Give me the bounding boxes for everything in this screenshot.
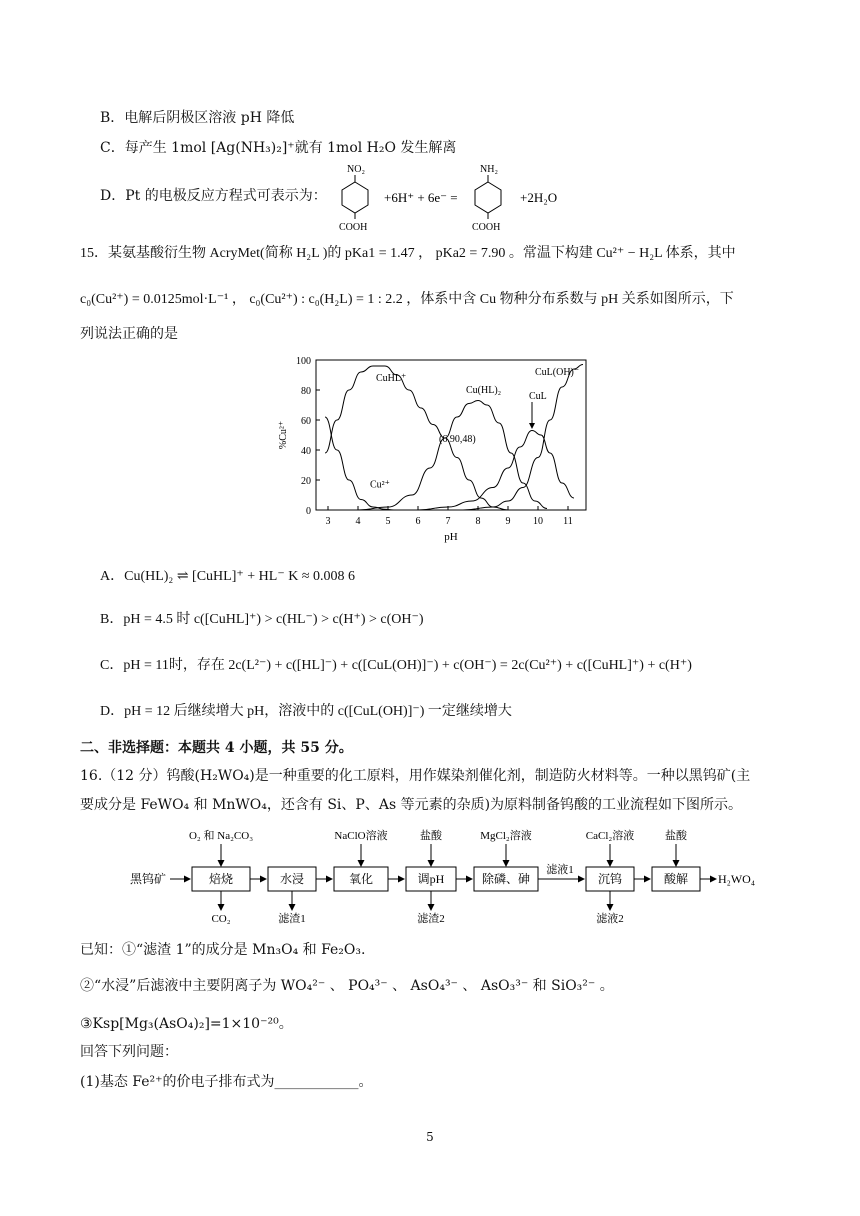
x-tick-label: 10: [533, 516, 543, 527]
q14-option-d-prefix: D．Pt 的电极反应方程式可表示为：: [100, 188, 327, 204]
q16-stem-line2: 要成分是 FeWO₄ 和 MnWO₄，还含有 Si、P、As 等元素的杂质)为原料制备钨酸的工业流程如下图所示。: [80, 797, 743, 813]
q15-stem-line2: c₀(Cu²⁺) = 0.0125mol·L⁻¹ ， c₀(Cu²⁺) : c₀(H₂L) = 1 : 2.2 ，体系中含 Cu 物种分布系数与 pH 关系如图所示，下: [80, 292, 734, 307]
flow-start-label: 黑钨矿: [130, 872, 167, 886]
q15-option-a: A．Cu(HL)₂ ⇌ [CuHL]⁺ + HL⁻ K ≈ 0.008 6: [100, 569, 356, 584]
q15-stem-line3: 列说法正确的是: [80, 326, 178, 342]
q14-option-b: B．电解后阴极区溶液 pH 降低: [100, 110, 295, 126]
q15-option-c: C．pH = 11时，存在 2c(L²⁻) + c([HL]⁻) + c([CuL(OH)]⁻) + c(OH⁻) = 2c(Cu²⁺) + c([CuHL]⁺) + c(H⁺): [100, 658, 692, 673]
x-tick-label: 5: [385, 516, 391, 527]
flow-output-4: 滤渣2: [417, 913, 445, 925]
x-tick-label: 3: [325, 516, 331, 527]
flow-step-precipitate-w: [586, 828, 634, 925]
q16-known-2: ②“水浸”后滤液中主要阴离子为 WO₄²⁻ 、 PO₄³⁻ 、 AsO₄³⁻ 、 AsO₃³⁻ 和 SiO₃²⁻ 。: [80, 978, 614, 994]
q16-subquestion-1: (1)基态 Fe²⁺的价电子排布式为____________。: [80, 1074, 373, 1090]
y-tick-label: 100: [296, 356, 311, 367]
equation-middle: +6H⁺ + 6e⁻ =: [384, 190, 458, 205]
flow-step-4-label: 调pH: [417, 872, 445, 886]
q16-known-3: ③Ksp[Mg₃(AsO₄)₂]=1×10⁻²⁰。: [80, 1016, 293, 1032]
q14-option-c: C．每产生 1mol [Ag(NH₃)₂]⁺就有 1mol H₂O 发生解离: [100, 140, 457, 156]
section-2-header: 二、非选择题：本题共 4 小题，共 55 分。: [80, 740, 353, 756]
y-axis-label: %Cu²⁺: [278, 420, 289, 450]
series-line-0: [325, 417, 403, 510]
nitrobenzoic-acid-structure: [339, 164, 368, 233]
x-tick-label: 6: [415, 516, 421, 527]
flow-reagent-1: O₂ 和 Na₂CO₃: [188, 830, 254, 842]
equation-end: +2H₂O: [520, 190, 558, 205]
q15-stem-line1: 15．某氨基酸衍生物 AcryMet(简称 H₂L )的 pKa1 = 1.47 ， pKa2 = 7.90 。常温下构建 Cu²⁺ − H₂L 体系，其中: [80, 246, 736, 261]
annotation-point-label: (6.90,48): [439, 434, 476, 445]
process-flowchart: [130, 826, 756, 926]
flow-step-1-label: 焙烧: [208, 872, 234, 886]
q16-known-1: 已知：①“滤渣 1”的成分是 Mn₃O₄ 和 Fe₂O₃.: [80, 942, 366, 958]
culabel-arrowhead: [529, 423, 535, 429]
series-label-4: CuL(OH)⁻: [535, 367, 580, 378]
flow-filtrate-1: 滤液1: [546, 864, 574, 876]
flow-step-2-label: 水浸: [279, 872, 305, 886]
flow-step-adjust-ph: [406, 828, 456, 925]
y-tick-label: 0: [306, 506, 311, 517]
q15-option-d: D．pH = 12 后继续增大 pH，溶液中的 c([CuL(OH)]⁻) 一定继续增大: [100, 704, 512, 719]
x-tick-label: 4: [355, 516, 361, 527]
q16-answer-prompt: 回答下列问题：: [80, 1044, 178, 1060]
flow-step-acidolysis: [652, 828, 700, 891]
flow-step-7-label: 酸解: [663, 872, 689, 886]
q14-equation-structures: [320, 160, 610, 232]
x-tick-label: 9: [505, 516, 511, 527]
flow-reagent-7: 盐酸: [665, 830, 687, 842]
flow-end-label: H₂WO₄: [718, 872, 756, 886]
aminobenzoic-acid-structure: [472, 164, 501, 233]
page-number: 5: [426, 1130, 434, 1144]
x-tick-label: 8: [475, 516, 481, 527]
y-tick-label: 60: [301, 416, 311, 427]
flow-output-6: 滤液2: [596, 913, 624, 925]
series-label-0: Cu²⁺: [370, 479, 390, 491]
flow-output-2: 滤渣1: [278, 913, 306, 925]
flow-step-leach: [268, 867, 316, 925]
q15-option-b: B．pH = 4.5 时 c([CuHL]⁺) > c(HL⁻) > c(H⁺) > c(OH⁻): [100, 612, 424, 627]
flow-reagent-4: 盐酸: [420, 830, 442, 842]
flow-step-roast: [189, 829, 253, 925]
q16-stem-line1: 16.（12 分）钨酸(H₂WO₄)是一种重要的化工原料，用作媒染剂催化剂，制造防火材料等。一种以黑钨矿(主: [80, 768, 751, 784]
flow-step-5-label: 除磷、砷: [481, 872, 531, 886]
series-label-3: CuL: [529, 391, 547, 402]
x-tick-label: 11: [563, 516, 573, 527]
flow-step-oxidize: [334, 828, 388, 891]
y-tick-label: 20: [301, 476, 311, 487]
series-line-2: [358, 401, 547, 511]
flow-step-3-label: 氧化: [348, 872, 374, 886]
series-label-1: CuHL⁺: [376, 373, 407, 384]
cooh-label-1: COOH: [339, 222, 368, 233]
y-tick-label: 40: [301, 446, 311, 457]
flow-reagent-5: MgCl₂溶液: [480, 830, 532, 842]
y-tick-label: 80: [301, 386, 311, 397]
x-tick-label: 7: [445, 516, 451, 527]
flow-step-remove-p-as: [474, 828, 538, 891]
flow-output-1: CO₂: [211, 913, 231, 925]
flow-reagent-3: NaClO溶液: [334, 830, 388, 842]
flow-reagent-6: CaCl₂溶液: [585, 830, 635, 842]
nitro-label: NO₂: [347, 164, 365, 175]
x-axis-label: pH: [444, 531, 458, 543]
amino-label: NH₂: [480, 164, 498, 175]
distribution-chart: [270, 352, 600, 547]
flow-step-6-label: 沉钨: [597, 872, 623, 886]
series-label-2: Cu(HL)₂: [466, 385, 502, 396]
cooh-label-2: COOH: [472, 222, 501, 233]
